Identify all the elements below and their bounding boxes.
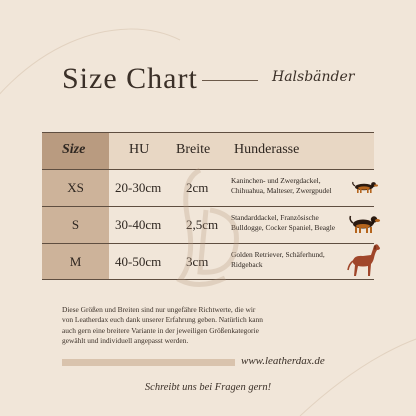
size-value: XS [67, 180, 84, 195]
table-row [42, 206, 374, 243]
table-border-top [42, 132, 374, 133]
website-link[interactable]: www.leatherdax.de [241, 355, 325, 367]
hu-value: 40-50cm [115, 254, 162, 269]
hu-value: 20-30cm [115, 180, 162, 195]
size-note: Diese Größen und Breiten sind nur ungefähre Richtwerte, die wir von Leatherdax euch dank unserer Erfahrung geben. Natürlich kann auch gern eine breitere Variante in der jeweiligen Größenkategorie gewählt und individuell angepasst werden. [62, 305, 263, 346]
breite-value: 2cm [186, 180, 209, 195]
title-row [62, 62, 372, 98]
breite-value: 3cm [186, 254, 209, 269]
header-hu: HU [129, 142, 150, 157]
size-table [42, 132, 374, 280]
size-value: S [71, 217, 80, 232]
table-row [42, 243, 374, 280]
breed-value: Standarddackel, Französische Bulldogge, Cocker Spaniel, Beagle [231, 213, 336, 232]
table-row [42, 169, 374, 206]
footer-text: Schreibt uns bei Fragen gern! [144, 382, 272, 393]
page-subtitle: Halsbänder [272, 69, 355, 85]
ridgeback-icon [347, 240, 381, 280]
breite-value: 2,5cm [186, 217, 219, 232]
table-header-row [42, 132, 374, 169]
breed-value: Golden Retriever, Schäferhund, Ridgeback [231, 250, 325, 269]
dachshund-large-icon [349, 212, 381, 236]
page-title: Size Chart [62, 62, 198, 95]
url-bar-decoration [62, 359, 235, 366]
hu-value: 30-40cm [115, 217, 162, 232]
header-size: Size [62, 142, 86, 157]
header-hunderasse: Hunderasse [234, 142, 300, 157]
size-value: M [69, 254, 82, 269]
title-divider [202, 80, 258, 81]
header-breite: Breite [176, 142, 211, 157]
breed-value: Kaninchen- und Zwergdackel, Chihuahua, Malteser, Zwergpudel [231, 176, 332, 195]
dachshund-icon [352, 179, 378, 195]
